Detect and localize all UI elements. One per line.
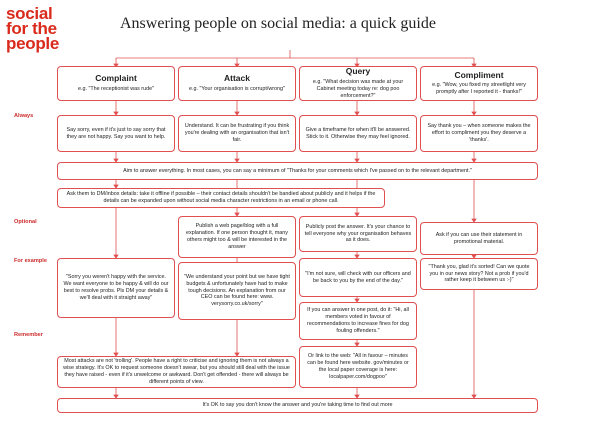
row-label-always: Always: [14, 113, 34, 119]
row-label-optional: Optional: [14, 219, 37, 225]
always-compliment: Say thank you – when someone makes the effort to compliment you they deserve a 'thanks'.: [420, 115, 538, 152]
example-query-2: If you can answer in one post, do it: "Hi, all members voted in favour of recommendations to increase fines for dog fouling offenders.": [299, 302, 417, 340]
always-attack: Understand. It can be frustrating if you think you're dealing with an organisation that isn't fair.: [178, 115, 296, 152]
always-query: Give a timeframe for when it'll be answered. Stick to it. Otherwise they may feel ignored.: [299, 115, 417, 152]
column-example: e.g. "Wow, you fixed my streetlight very promptly after I reported it - thanks!": [432, 82, 526, 96]
example-query-3: Or link to the web: "All in favour – minutes can be found here website. gov/minutes or the local paper coverage is here: localpaper.com/dogpoo": [299, 346, 417, 388]
column-title: Attack: [224, 73, 250, 84]
column-example: e.g. "What decision was made at your Cabinet meeting today re: dog poo enforcement?": [312, 78, 404, 99]
example-complaint: "Sorry you weren't happy with the service. We want everyone to be happy & will do our best to resolve probs. Pls DM your details & we'll deal with it straight away": [57, 258, 175, 318]
example-compliment: "Thank you, glad it's sorted! Can we quote you in our news story? Not a prob if you'd rather keep it between us :-)": [420, 258, 538, 290]
logo-line-2: for the: [6, 19, 57, 38]
column-title: Query: [345, 66, 371, 77]
aim-note: Aim to answer everything. In most cases, you can say a minimum of "Thanks for your comments which I've passed on to the relevant department.": [57, 162, 538, 180]
row-label-for-example: For example: [14, 258, 47, 264]
optional-query: Publicly post the answer. It's your chance to tell everyone why your organisation behaves as it does.: [299, 216, 417, 252]
example-query-1: "I'm not sure, will check with our officers and be back to you by the end of the day.": [299, 258, 417, 297]
row-label-remember: Remember: [14, 332, 43, 338]
optional-compliment: Ask if you can use their statement in promotional material.: [420, 222, 538, 255]
column-title: Complaint: [95, 73, 137, 84]
column-attack: [178, 66, 296, 101]
column-example: e.g. "Your organisation is corrupt/wrong": [189, 85, 285, 92]
remember-note: Most attacks are not 'trolling'. People have a right to criticise and ignoring them is not always a wise strategy. It's OK to request someone doesn't swear, but you should still deal with the issue they have raised - even if it's unwelcome or awkward. Don't get offended - there will always be different points of view.: [57, 356, 296, 388]
footer-note: It's OK to say you don't know the answer and you're taking time to find out more: [57, 398, 538, 413]
dm-note: Ask them to DM/inbox details: take it offline if possible – their contact details shouldn't be bandied about publicly and it helps if the details can be expanded upon without social media character restrictions in an email or phone call.: [57, 188, 385, 208]
page-title: Answering people on social media: a quick guide: [120, 15, 436, 32]
brand-logo: [6, 6, 59, 51]
example-attack: "We understand your point but we have tight budgets & unfortunately have had to make tough decisions. An explanation from our CEO can be found here: www. verysorry.co.uk/sorry": [178, 262, 296, 320]
optional-attack: Publish a web page/blog with a full explanation. If one person thought it, many others might too & will be interested in the answer: [178, 216, 296, 258]
column-compliment: [420, 66, 538, 101]
column-example: e.g. "The receptionist was rude": [77, 85, 155, 92]
column-query: [299, 66, 417, 101]
column-title: Compliment: [454, 69, 504, 80]
always-complaint: Say sorry, even if it's just to say sorry that they are not happy. Say you want to help.: [57, 115, 175, 152]
logo-line-1: social: [6, 4, 53, 23]
logo-line-3: people: [6, 34, 59, 53]
column-complaint: [57, 66, 175, 101]
